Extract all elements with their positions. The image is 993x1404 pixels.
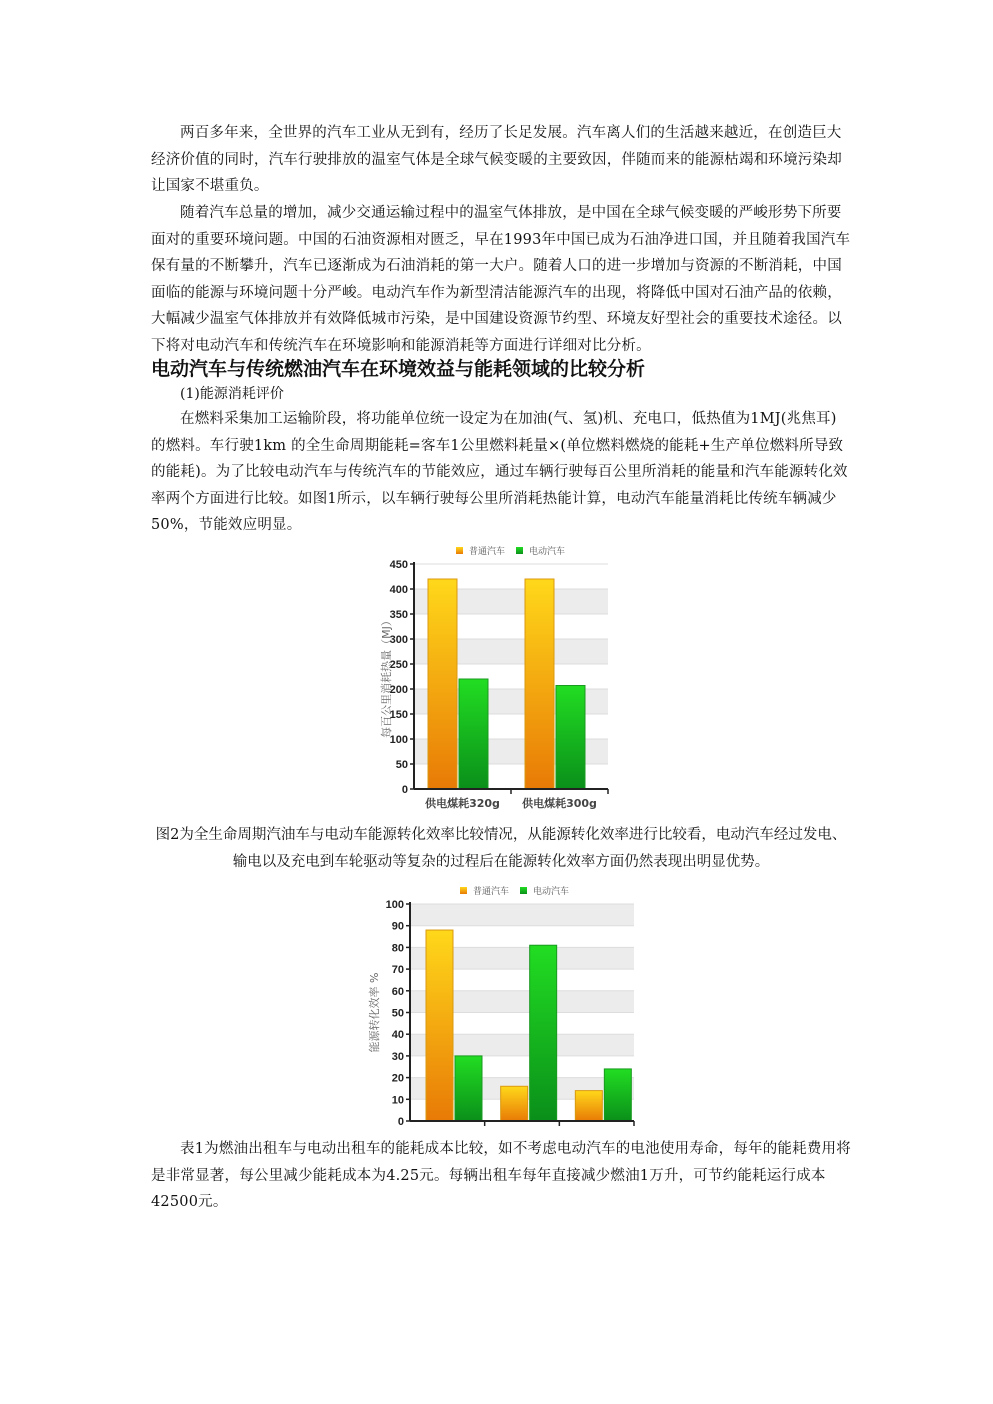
y-tick-label: 70: [391, 964, 404, 977]
y-tick-label: 100: [389, 734, 408, 746]
legend-label: 电动汽车: [533, 887, 570, 897]
legend-label: 普通汽车: [469, 547, 506, 557]
figure2-caption: 图2为全生命周期汽油车与电动车能源转化效率比较情况，从能源转化效率进行比较看，电动汽车经过发电、输电以及充电到车轮驱动等复杂的过程后在能源转化效率方面仍然表现出明显优势。: [155, 827, 847, 870]
y-tick-label: 300: [389, 634, 408, 646]
chart-legend: [460, 885, 569, 897]
y-tick-label: 30: [391, 1050, 404, 1063]
bar-gasoline: [428, 579, 457, 789]
y-tick-label: 80: [391, 942, 404, 955]
bar-gasoline: [501, 1086, 528, 1121]
bar-electric: [459, 679, 488, 789]
legend-swatch-electric: [520, 887, 527, 894]
legend-swatch-gasoline: [460, 887, 467, 894]
bar-electric: [455, 1056, 482, 1121]
y-tick-label: 50: [391, 1007, 404, 1020]
y-axis-title: 每百公里消耗热量（MJ）: [380, 615, 393, 738]
y-tick-label: 60: [391, 985, 404, 998]
section-heading: 电动汽车与传统燃油汽车在环境效益与能耗领域的比较分析: [151, 358, 646, 380]
y-tick-label: 50: [395, 759, 408, 771]
bar-electric: [530, 945, 557, 1121]
y-tick-label: 350: [389, 609, 408, 621]
legend-label: 普通汽车: [473, 887, 510, 897]
y-tick-label: 250: [389, 659, 408, 671]
x-category-label: 供电煤耗320g: [425, 797, 500, 810]
y-tick-label: 20: [391, 1072, 404, 1085]
chart-legend: [456, 545, 565, 557]
y-tick-label: 150: [389, 709, 408, 721]
x-category-label: 供电煤耗300g: [522, 797, 597, 810]
paragraph-background: 随着汽车总量的增加，减少交通运输过程中的温室气体排放，是中国在全球气候变暖的严峻形势下所要面对的重要环境问题。中国的石油资源相对匮乏，早在1993年中国已成为石油净进口国，并且随着我国汽车保有量的不断攀升，汽车已逐渐成为石油消耗的第一大户。随着人口的进一步增加与资源的不断消耗，中国面临的能源与环境问题十分严峻。电动汽车作为新型清洁能源汽车的出现，将降低中国对石油产品的依赖，大幅减少温室气体排放并有效降低城市污染，是中国建设资源节约型、环境友好型社会的重要技术途径。以下将对电动汽车和传统汽车在环境影响和能源消耗等方面进行详细对比分析。: [151, 205, 851, 354]
y-tick-label: 90: [391, 920, 404, 933]
bar-gasoline: [525, 579, 554, 789]
y-tick-label: 0: [401, 784, 408, 796]
y-axis-title: 能源转化效率 %: [368, 972, 381, 1053]
bar-electric: [556, 686, 585, 790]
bar-electric: [604, 1069, 631, 1121]
y-tick-label: 450: [389, 559, 408, 571]
bar-gasoline: [575, 1091, 602, 1121]
paragraph-intro: 两百多年来，全世界的汽车工业从无到有，经历了长足发展。汽车离人们的生活越来越近，在创造巨大经济价值的同时，汽车行驶排放的温室气体是全球气候变暖的主要致因，伴随而来的能源枯竭和环境污染却让国家不堪重负。: [151, 125, 842, 194]
y-tick-label: 200: [389, 684, 408, 696]
grid-band: [410, 904, 634, 926]
y-tick-label: 400: [389, 584, 408, 596]
legend-swatch-electric: [516, 547, 523, 554]
legend-label: 电动汽车: [529, 547, 566, 557]
chart-energy-conversion-efficiency: [366, 878, 646, 1128]
chart-energy-per-100km: [378, 538, 618, 816]
paragraph-taxi-cost: 表1为燃油出租车与电动出租车的能耗成本比较，如不考虑电动汽车的电池使用寿命，每年的能耗费用将是非常显著，每公里减少能耗成本为4.25元。每辆出租车每年直接减少燃油1万升，可节约能耗运行成本42500元。: [151, 1141, 851, 1210]
paragraph-energy-consumption: 在燃料采集加工运输阶段，将功能单位统一设定为在加油(气、氢)机、充电口，低热值为1MJ(兆焦耳)的燃料。车行驶1km 的全生命周期能耗=客车1公里燃料耗量×(单位燃料燃烧的能耗+生产单位燃料所导致的能耗)。为了比较电动汽车与传统汽车的节能效应，通过车辆行驶每百公里所消耗的能量和汽车能源转化效率两个方面进行比较。如图1所示，以车辆行驶每公里所消耗热能计算，电动汽车能量消耗比传统车辆减少50%，节能效应明显。: [151, 411, 848, 533]
subsection-heading: (1)能源消耗评价: [180, 386, 284, 402]
y-tick-label: 100: [385, 899, 404, 911]
y-tick-label: 10: [391, 1094, 404, 1107]
y-tick-label: 40: [391, 1029, 404, 1042]
legend-swatch-gasoline: [456, 547, 463, 554]
y-tick-label: 0: [397, 1116, 404, 1128]
bar-gasoline: [426, 930, 453, 1121]
